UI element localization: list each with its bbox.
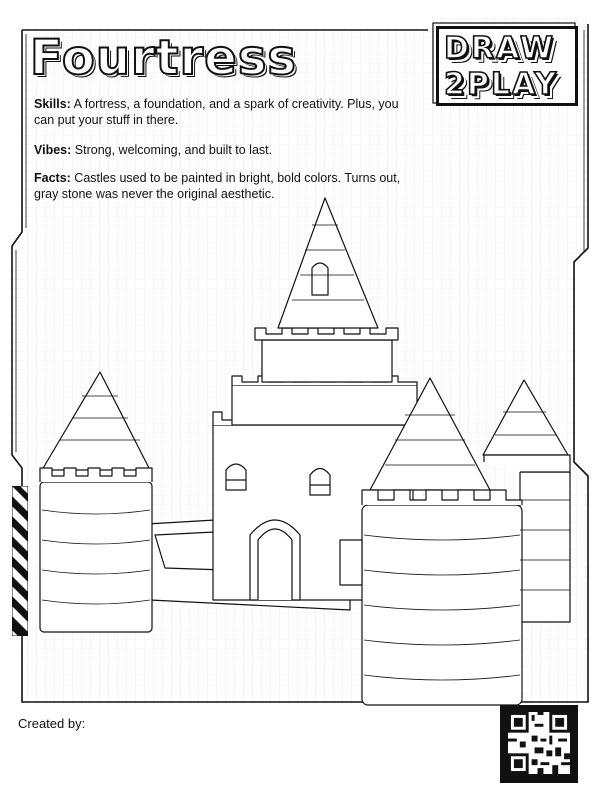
vibes-text: Strong, welcoming, and built to last. xyxy=(71,143,273,157)
facts-label: Facts: xyxy=(34,171,71,185)
logo-text-line2: 2PLAY xyxy=(444,67,559,102)
qr-code-icon[interactable] xyxy=(508,712,570,774)
logo-text-line1: DRAW xyxy=(444,31,555,66)
page-title: Fourtress xyxy=(30,30,297,86)
vibes-label: Vibes: xyxy=(34,143,72,157)
created-by-label: Created by: xyxy=(18,716,86,731)
skills-label: Skills: xyxy=(34,97,71,111)
skills-text: A fortress, a foundation, and a spark of creativity. Plus, you can put your stuff in there. xyxy=(34,97,399,127)
facts-text: Castles used to be painted in bright, bold colors. Turns out, gray stone was never the original aesthetic. xyxy=(34,171,401,201)
